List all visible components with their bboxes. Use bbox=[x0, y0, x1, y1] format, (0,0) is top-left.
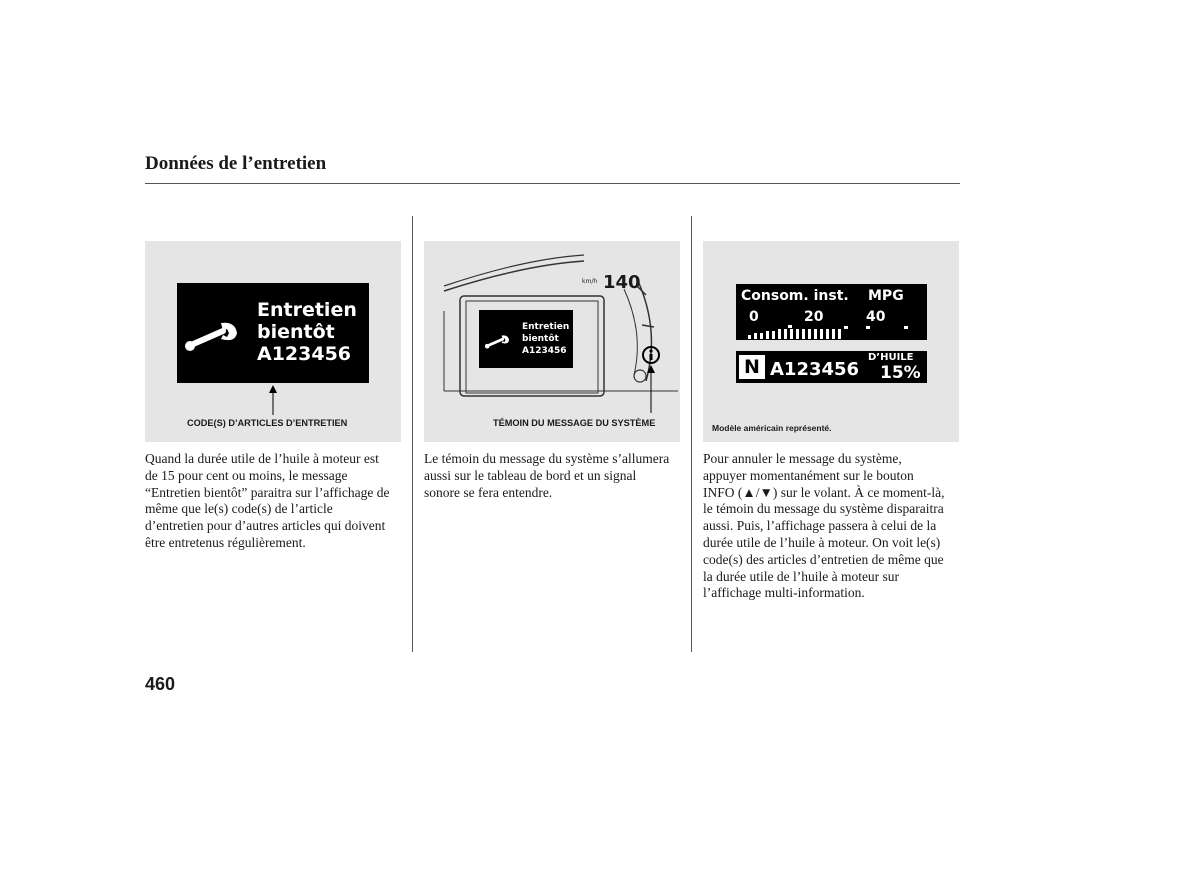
screen-line-1: Entretien bbox=[257, 299, 357, 321]
screen-code: A123456 bbox=[257, 343, 352, 365]
page-number: 460 bbox=[145, 674, 176, 694]
oil-code: A123456 bbox=[770, 359, 860, 380]
figure-caption: CODE(S) D’ARTICLES D’ENTRETIEN bbox=[187, 418, 348, 428]
screen-line-2: bientôt bbox=[257, 321, 335, 343]
oil-life-lcd bbox=[736, 351, 927, 383]
fuel-bar-graph bbox=[736, 284, 927, 340]
scale-label-40: 40 bbox=[866, 309, 886, 325]
lcd-header-left: Consom. inst. bbox=[741, 288, 849, 304]
screen-line-1: Entretien bbox=[522, 322, 570, 332]
gear-indicator: N bbox=[739, 355, 765, 379]
oil-life-label: D’HUILE bbox=[868, 352, 914, 363]
title-rule bbox=[145, 183, 960, 184]
pointer-arrow bbox=[145, 241, 401, 442]
screen-line-2: bientôt bbox=[522, 334, 559, 344]
speed-unit: km/h bbox=[582, 278, 598, 285]
figure-multi-info-display bbox=[703, 241, 959, 442]
body-text-column-1: Quand la durée utile de l’huile à moteur est de 15 pour cent ou moins, le message “Entretien bientôt” paraitra sur l’affichage de même que le(s) code(s) de l’article d’entretien pour d’autres articles qui doivent être entretenus régulièrement. bbox=[145, 451, 390, 550]
figure-maintenance-display bbox=[145, 241, 401, 442]
column-divider-2 bbox=[691, 216, 692, 652]
lcd-header-right: MPG bbox=[868, 288, 904, 304]
speed-value: 140 bbox=[603, 272, 641, 293]
figure-caption: TÉMOIN DU MESSAGE DU SYSTÈME bbox=[493, 418, 656, 428]
pointer-arrow bbox=[424, 241, 680, 442]
page-title: Données de l’entretien bbox=[145, 153, 327, 174]
body-text-column-3: Pour annuler le message du système, appuyer momentanément sur le bouton INFO (▲/▼) sur le volant. À ce moment-là, le témoin du message du système disparaitra aussi. Puis, l’affichage passera à celui de la durée utile de l’huile à moteur. On voit le(s) code(s) des articles d’entretien de même que la durée utile de l’huile à moteur sur l’affichage multi-information. bbox=[703, 451, 945, 601]
figure-dashboard bbox=[424, 241, 680, 442]
fuel-economy-lcd bbox=[736, 284, 927, 340]
scale-label-20: 20 bbox=[804, 309, 824, 325]
screen-code: A123456 bbox=[522, 346, 567, 356]
column-divider-1 bbox=[412, 216, 413, 652]
oil-life-value: 15% bbox=[880, 363, 921, 383]
figure-caption: Modèle américain représenté. bbox=[712, 423, 832, 433]
body-text-column-2: Le témoin du message du système s’allumera aussi sur le tableau de bord et un signal sonore se fera entendre. bbox=[424, 451, 670, 500]
scale-label-0: 0 bbox=[749, 309, 759, 325]
